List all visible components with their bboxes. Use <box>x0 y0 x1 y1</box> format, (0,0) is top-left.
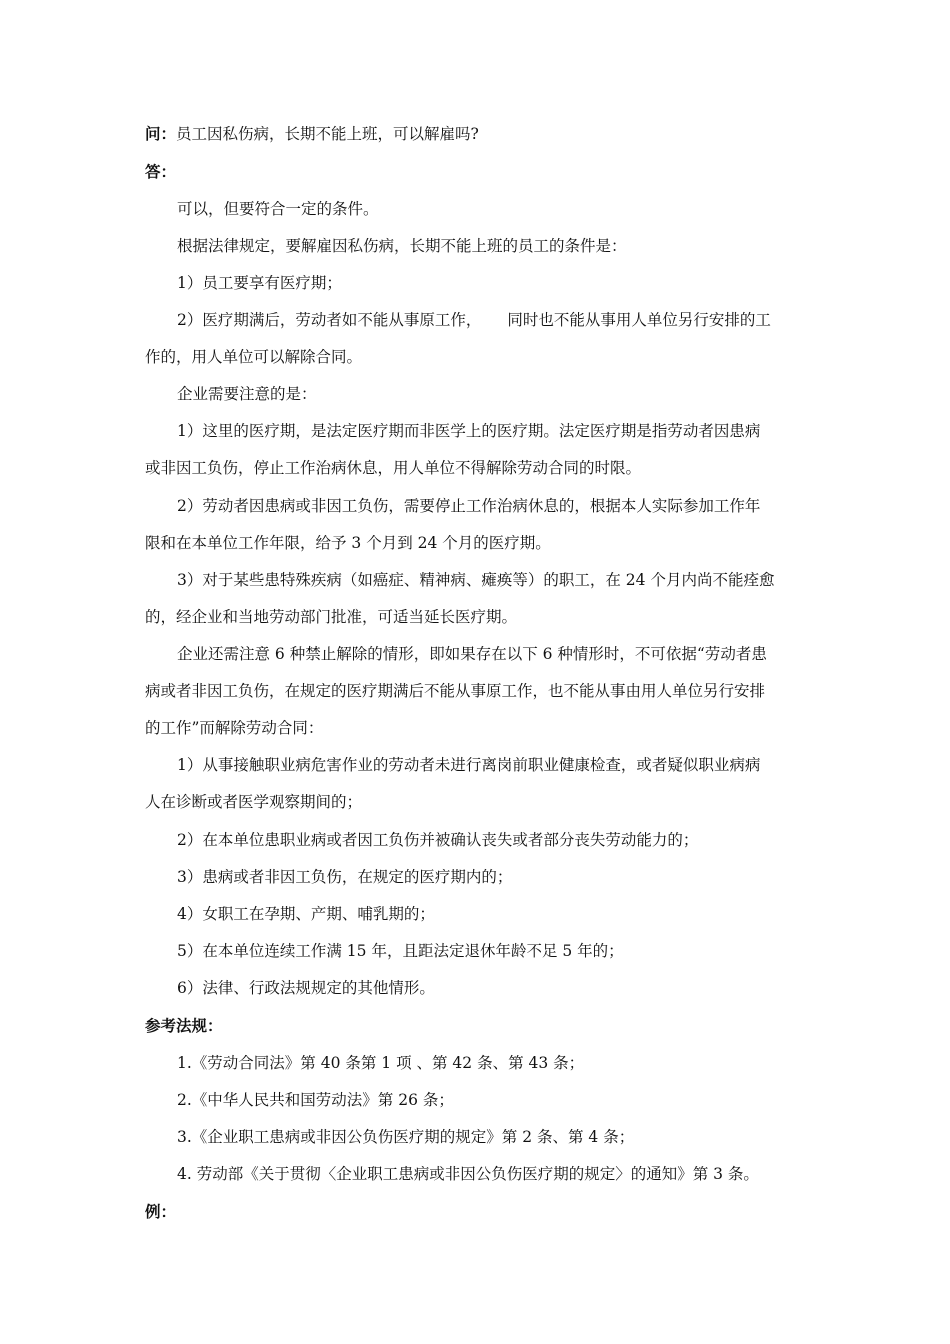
condition-2-line-1 <box>177 310 810 330</box>
reference-item: 2.《中华人民共和国劳动法》第 26 条； <box>177 1091 454 1109</box>
ban-2: 2）在本单位患职业病或者因工负伤并被确认丧失或者部分丧失劳动能力的； <box>177 831 699 849</box>
ban-intro-line-3: 的工作”而解除劳动合同： <box>145 719 324 737</box>
note-3-line-2: 的，经企业和当地劳动部门批准，可适当延长医疗期。 <box>145 608 518 626</box>
ban-5: 5）在本单位连续工作满 15 年，且距法定退休年龄不足 5 年的； <box>177 942 624 960</box>
reference-item: 1.《劳动合同法》第 40 条第 1 项 、第 42 条、第 43 条； <box>177 1054 585 1072</box>
note-2-line-2: 限和在本单位工作年限，给予 3 个月到 24 个月的医疗期。 <box>145 534 551 552</box>
example-label: 例： <box>145 1202 177 1221</box>
note-2-line-1: 2）劳动者因患病或非因工负伤，需要停止工作治病休息的，根据本人实际参加工作年 <box>177 497 761 515</box>
condition-1: 1）员工要享有医疗期； <box>177 274 342 292</box>
question-label: 问： <box>145 124 177 143</box>
ban-intro-line-2: 病或者非因工负伤，在规定的医疗期满后不能从事原工作，也不能从事由用人单位另行安排 <box>145 682 766 700</box>
answer-label: 答： <box>145 162 177 181</box>
question-text: 员工因私伤病，长期不能上班，可以解雇吗? <box>176 125 479 143</box>
references-label: 参考法规： <box>145 1016 223 1035</box>
note-1-line-2: 或非因工负伤，停止工作治病休息，用人单位不得解除劳动合同的时限。 <box>145 459 642 477</box>
ban-3: 3）患病或者非因工负伤，在规定的医疗期内的； <box>177 868 513 886</box>
condition-2-part-a: 2）医疗期满后，劳动者如不能从事原工作， <box>177 311 482 329</box>
ban-1-line-2: 人在诊断或者医学观察期间的； <box>145 793 363 811</box>
ban-intro-line-1: 企业还需注意 6 种禁止解除的情形，即如果存在以下 6 种情形时，不可依据“劳动者患 <box>177 645 767 663</box>
notes-intro: 企业需要注意的是： <box>177 385 317 403</box>
ban-6: 6）法律、行政法规规定的其他情形。 <box>177 979 435 997</box>
ban-1-line-1: 1）从事接触职业病危害作业的劳动者未进行离岗前职业健康检查，或者疑似职业病病 <box>177 756 761 774</box>
conditions-intro: 根据法律规定，要解雇因私伤病，长期不能上班的员工的条件是： <box>177 237 627 255</box>
condition-2-part-b: 同时也不能从事用人单位另行安排的工 <box>507 311 771 329</box>
ban-4: 4）女职工在孕期、产期、哺乳期的； <box>177 905 435 923</box>
reference-item: 3.《企业职工患病或非因公负伤医疗期的规定》第 2 条、第 4 条； <box>177 1128 635 1146</box>
answer-intro: 可以，但要符合一定的条件。 <box>177 200 379 218</box>
reference-item: 4. 劳动部《关于贯彻〈企业职工患病或非因公负伤医疗期的规定〉的通知》第 3 条。 <box>177 1165 759 1183</box>
note-1-line-1: 1）这里的医疗期，是法定医疗期而非医学上的医疗期。法定医疗期是指劳动者因患病 <box>177 422 761 440</box>
question <box>145 124 810 144</box>
condition-2-line-2: 作的，用人单位可以解除合同。 <box>145 348 363 366</box>
note-3-line-1: 3）对于某些患特殊疾病（如癌症、精神病、瘫痪等）的职工，在 24 个月内尚不能痊愈 <box>177 571 775 589</box>
